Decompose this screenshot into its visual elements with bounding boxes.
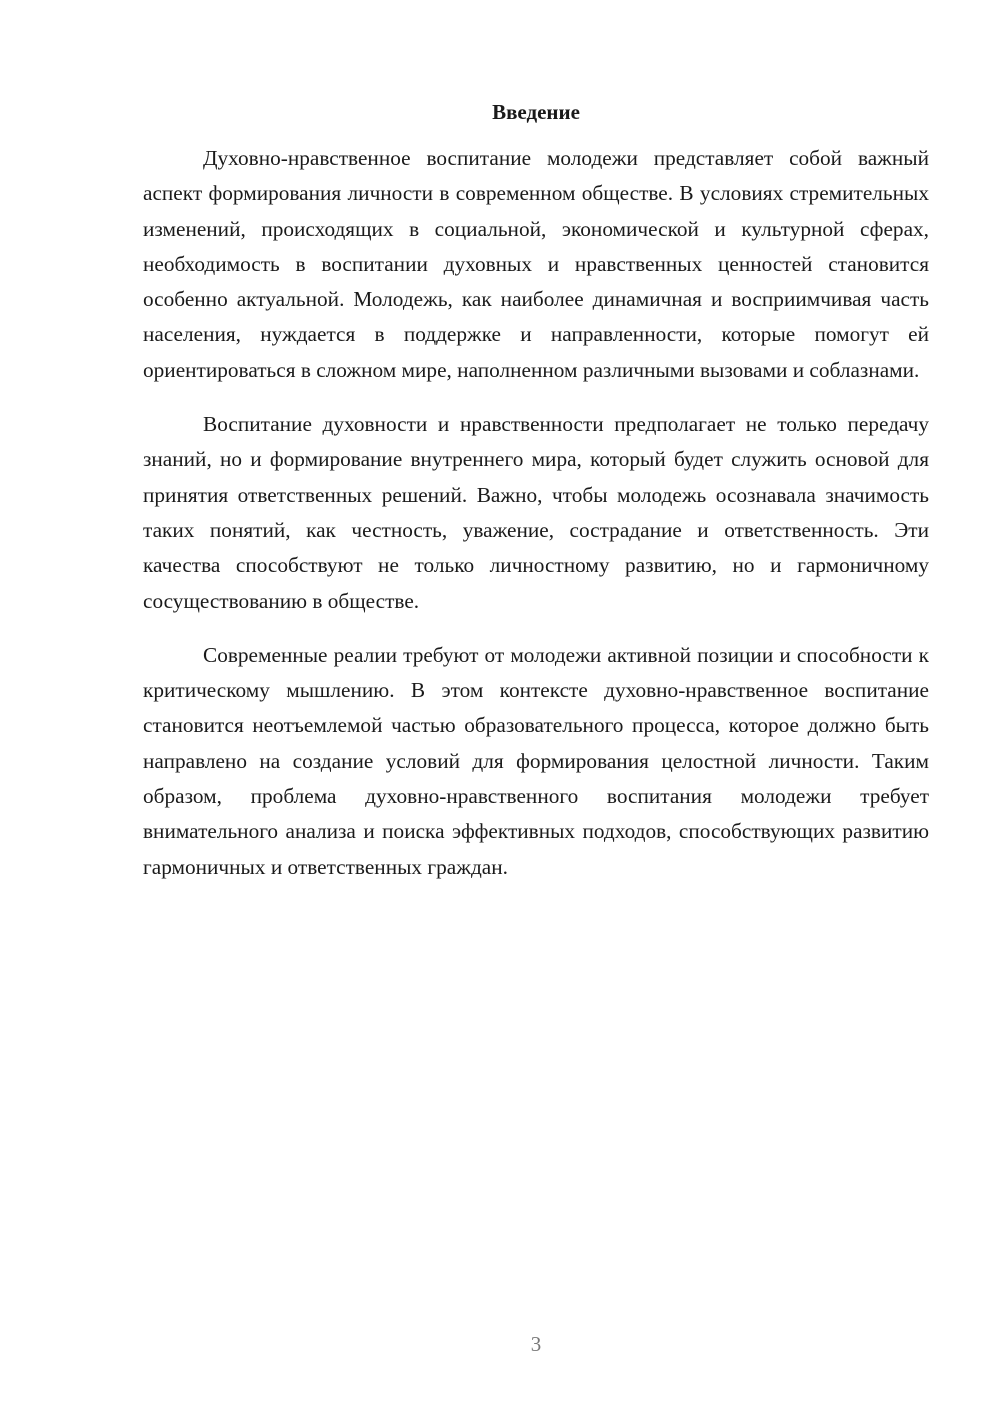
- paragraph: Современные реалии требуют от молодежи активной позиции и способности к критическому мышлению. В этом контексте духовно-нравственное воспитание становится неотъемлемой частью образовательного процесса, которое должно быть направлено на создание условий для формирования целостной личности. Таким образом, проблема духовно-нравственного воспитания молодежи требует внимательного анализа и поиска эффективных подходов, способствующих развитию гармоничных и ответственных граждан.: [143, 642, 929, 879]
- paragraph: Воспитание духовности и нравственности предполагает не только передачу знаний, но и формирование внутреннего мира, который будет служить основой для принятия ответственных решений. Важно, чтобы молодежь осознавала значимость таких понятий, как честность, уважение, сострадание и ответственность. Эти качества способствуют не только личностному развитию, но и гармоничному сосуществованию в обществе.: [143, 412, 929, 613]
- page-number: 3: [530, 1332, 542, 1356]
- paragraph: Духовно-нравственное воспитание молодежи представляет собой важный аспект формирования личности в современном обществе. В условиях стремительных изменений, происходящих в социальной, экономической и культурной сферах, необходимость в воспитании духовных и нравственных ценностей становится особенно актуальной. Молодежь, как наиболее динамичная и восприимчивая часть населения, нуждается в поддержке и направленности, которые помогут ей ориентироваться в сложном мире, наполненном различными вызовами и соблазнами.: [143, 146, 929, 382]
- body-text: [143, 141, 929, 904]
- section-heading: Введение: [492, 100, 580, 124]
